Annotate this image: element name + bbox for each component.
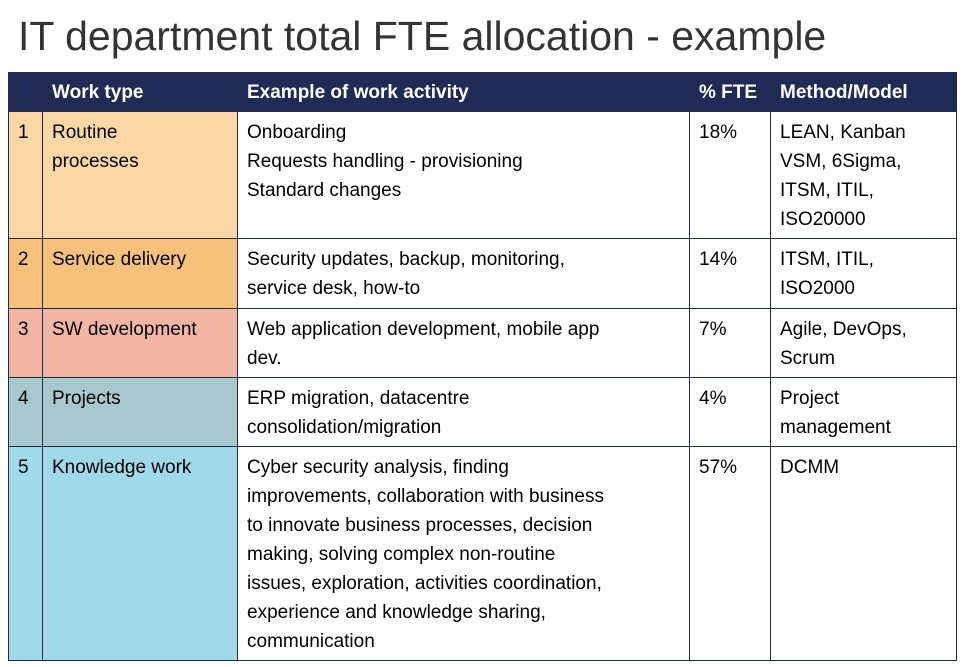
example-activity-cell-line: improvements, collaboration with business: [247, 486, 604, 507]
fte-percent-cell: 14%: [690, 239, 771, 309]
example-activity-cell: [238, 309, 690, 378]
method-model-cell-line: management: [780, 417, 891, 438]
row-number: 1: [9, 112, 43, 239]
fte-allocation-table: [8, 72, 957, 661]
table-row: [9, 239, 957, 309]
method-model-cell-line: LEAN, Kanban: [780, 122, 906, 143]
example-activity-cell: [238, 112, 690, 239]
header-example: Example of work activity: [238, 73, 690, 112]
method-model-cell: [771, 309, 957, 378]
example-activity-cell-line: consolidation/migration: [247, 417, 442, 438]
example-activity-cell-line: experience and knowledge sharing,: [247, 602, 546, 623]
work-type-cell-line: SW development: [52, 319, 197, 340]
example-activity-cell-line: Requests handling - provisioning: [247, 151, 523, 172]
work-type-cell-line: Knowledge work: [52, 457, 192, 478]
fte-percent-cell: 18%: [690, 112, 771, 239]
work-type-cell: [43, 447, 238, 661]
header-num: [9, 73, 43, 112]
example-activity-cell-line: making, solving complex non-routine: [247, 544, 556, 565]
work-type-cell: [43, 112, 238, 239]
work-type-cell-line: processes: [52, 151, 139, 172]
method-model-cell-line: ITSM, ITIL,: [780, 249, 874, 270]
example-activity-cell-line: to innovate business processes, decision: [247, 515, 593, 536]
fte-percent-cell: 7%: [690, 309, 771, 378]
method-model-cell-line: ISO20000: [780, 209, 866, 230]
table-row: [9, 378, 957, 447]
header-work-type: Work type: [43, 73, 238, 112]
example-activity-cell-line: Standard changes: [247, 180, 402, 201]
page-title: IT department total FTE allocation - example: [18, 13, 827, 59]
work-type-cell: [43, 378, 238, 447]
table-row: [9, 447, 957, 661]
method-model-cell: [771, 112, 957, 239]
work-type-cell-line: Projects: [52, 388, 121, 409]
table-row: [9, 309, 957, 378]
example-activity-cell-line: Onboarding: [247, 122, 347, 143]
example-activity-cell-line: issues, exploration, activities coordination,: [247, 573, 602, 594]
example-activity-cell-line: Security updates, backup, monitoring,: [247, 249, 565, 270]
example-activity-cell-line: dev.: [247, 348, 282, 369]
method-model-cell-line: Project: [780, 388, 840, 409]
example-activity-cell-line: communication: [247, 631, 375, 652]
example-activity-cell-line: service desk, how-to: [247, 278, 421, 299]
method-model-cell-line: VSM, 6Sigma,: [780, 151, 902, 172]
work-type-cell: [43, 309, 238, 378]
fte-percent-cell: 57%: [690, 447, 771, 661]
header-method: Method/Model: [771, 73, 957, 112]
method-model-cell-line: Scrum: [780, 348, 835, 369]
header-fte: % FTE: [690, 73, 771, 112]
example-activity-cell-line: Cyber security analysis, finding: [247, 457, 509, 478]
fte-percent-cell: 4%: [690, 378, 771, 447]
example-activity-cell-line: Web application development, mobile app: [247, 319, 600, 340]
method-model-cell: [771, 447, 957, 661]
work-type-cell-line: Routine: [52, 122, 118, 143]
row-number: 3: [9, 309, 43, 378]
table-header-row: [9, 73, 957, 112]
method-model-cell: [771, 239, 957, 309]
method-model-cell: [771, 378, 957, 447]
row-number: 2: [9, 239, 43, 309]
method-model-cell-line: Agile, DevOps,: [780, 319, 907, 340]
method-model-cell-line: ISO2000: [780, 278, 855, 299]
example-activity-cell: [238, 378, 690, 447]
method-model-cell-line: DCMM: [780, 457, 840, 478]
work-type-cell: [43, 239, 238, 309]
row-number: 5: [9, 447, 43, 661]
example-activity-cell: [238, 447, 690, 661]
example-activity-cell: [238, 239, 690, 309]
example-activity-cell-line: ERP migration, datacentre: [247, 388, 470, 409]
work-type-cell-line: Service delivery: [52, 249, 187, 270]
method-model-cell-line: ITSM, ITIL,: [780, 180, 874, 201]
table-row: [9, 112, 957, 239]
row-number: 4: [9, 378, 43, 447]
